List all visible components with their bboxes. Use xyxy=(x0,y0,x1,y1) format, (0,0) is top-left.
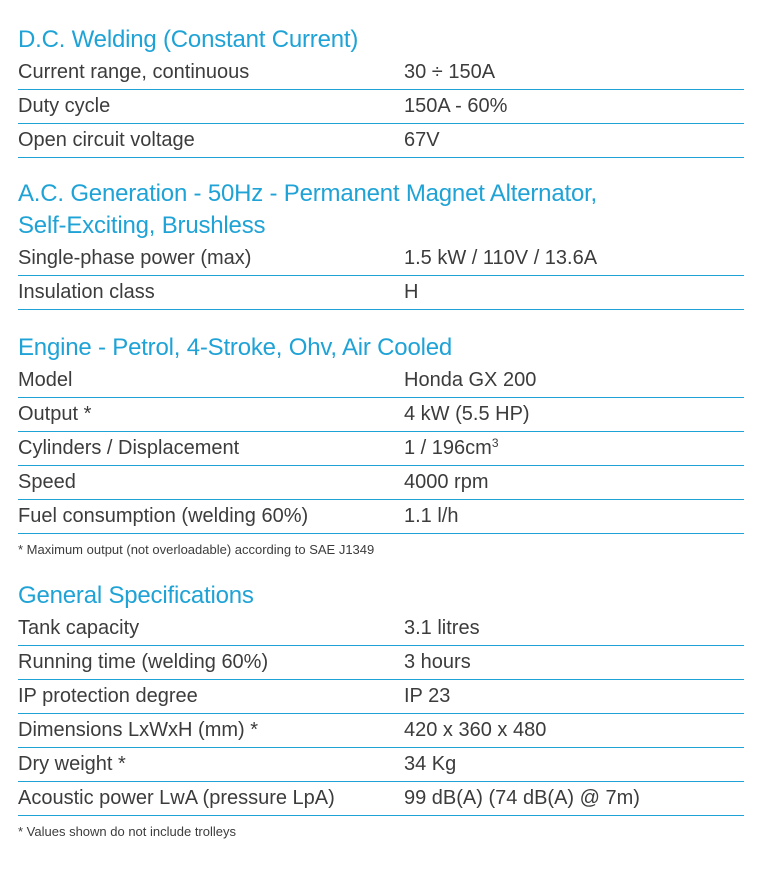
spec-table xyxy=(18,242,744,310)
section-title xyxy=(18,178,744,242)
spec-value: Honda GX 200 xyxy=(404,369,537,391)
spec-value: 4000 rpm xyxy=(404,471,489,493)
spec-row xyxy=(18,432,744,466)
footnote: * Maximum output (not overloadable) according to SAE J1349 xyxy=(18,542,375,557)
spec-value: 67V xyxy=(404,129,440,151)
spec-row xyxy=(18,90,744,124)
spec-label: Fuel consumption (welding 60%) xyxy=(18,505,309,527)
spec-label: IP protection degree xyxy=(18,685,198,707)
spec-label: Acoustic power LwA (pressure LpA) xyxy=(18,787,335,809)
section-general-specifications xyxy=(18,580,744,840)
spec-label: Insulation class xyxy=(18,281,155,303)
spec-row xyxy=(18,242,744,276)
spec-label: Running time (welding 60%) xyxy=(18,651,269,673)
section-dc-welding xyxy=(18,24,744,158)
section-engine xyxy=(18,332,744,558)
spec-label: Dimensions LxWxH (mm) * xyxy=(18,719,259,741)
spec-table xyxy=(18,612,744,816)
spec-row xyxy=(18,782,744,816)
spec-row xyxy=(18,466,744,500)
spec-label: Cylinders / Displacement xyxy=(18,437,240,459)
section-title-line-2: Self-Exciting, Brushless xyxy=(18,212,266,239)
spec-value: 99 dB(A) (74 dB(A) @ 7m) xyxy=(404,787,640,809)
spec-table xyxy=(18,364,744,534)
spec-value: 1.1 l/h xyxy=(404,505,459,527)
spec-value: 1 / 196cm xyxy=(404,437,492,459)
spec-label: Open circuit voltage xyxy=(18,129,195,151)
spec-label: Speed xyxy=(18,471,76,493)
spec-label: Model xyxy=(18,369,73,391)
spec-row xyxy=(18,680,744,714)
spec-row xyxy=(18,646,744,680)
spec-sheet xyxy=(18,24,744,840)
spec-value-with-superscript xyxy=(404,432,499,465)
spec-row xyxy=(18,398,744,432)
spec-label: Single-phase power (max) xyxy=(18,247,252,269)
spec-label: Duty cycle xyxy=(18,95,111,117)
spec-row xyxy=(18,612,744,646)
spec-table xyxy=(18,56,744,158)
spec-row xyxy=(18,56,744,90)
spec-value: H xyxy=(404,281,419,303)
spec-value: 3 hours xyxy=(404,651,471,673)
section-title: Engine - Petrol, 4-Stroke, Ohv, Air Cooled xyxy=(18,334,453,361)
spec-value: 4 kW (5.5 HP) xyxy=(404,403,530,425)
spec-value: 34 Kg xyxy=(404,753,457,775)
spec-label: Tank capacity xyxy=(18,617,140,639)
section-title-line-1: A.C. Generation - 50Hz - Permanent Magnet Alternator, xyxy=(18,180,598,207)
spec-value: 3.1 litres xyxy=(404,617,480,639)
section-title: D.C. Welding (Constant Current) xyxy=(18,26,359,53)
spec-row xyxy=(18,276,744,310)
spec-row xyxy=(18,500,744,534)
spec-label: Output * xyxy=(18,403,92,425)
spec-row xyxy=(18,124,744,158)
spec-label: Current range, continuous xyxy=(18,61,250,83)
spec-row xyxy=(18,748,744,782)
spec-value: 30 ÷ 150A xyxy=(404,61,496,83)
spec-row xyxy=(18,364,744,398)
spec-value: 1.5 kW / 110V / 13.6A xyxy=(404,247,598,269)
section-title: General Specifications xyxy=(18,582,254,609)
spec-label: Dry weight * xyxy=(18,753,126,775)
section-ac-generation xyxy=(18,178,744,310)
spec-value: 150A - 60% xyxy=(404,95,508,117)
spec-row xyxy=(18,714,744,748)
spec-value: IP 23 xyxy=(404,685,451,707)
spec-value: 420 x 360 x 480 xyxy=(404,719,547,741)
footnote: * Values shown do not include trolleys xyxy=(18,824,236,839)
superscript: 3 xyxy=(491,436,499,450)
